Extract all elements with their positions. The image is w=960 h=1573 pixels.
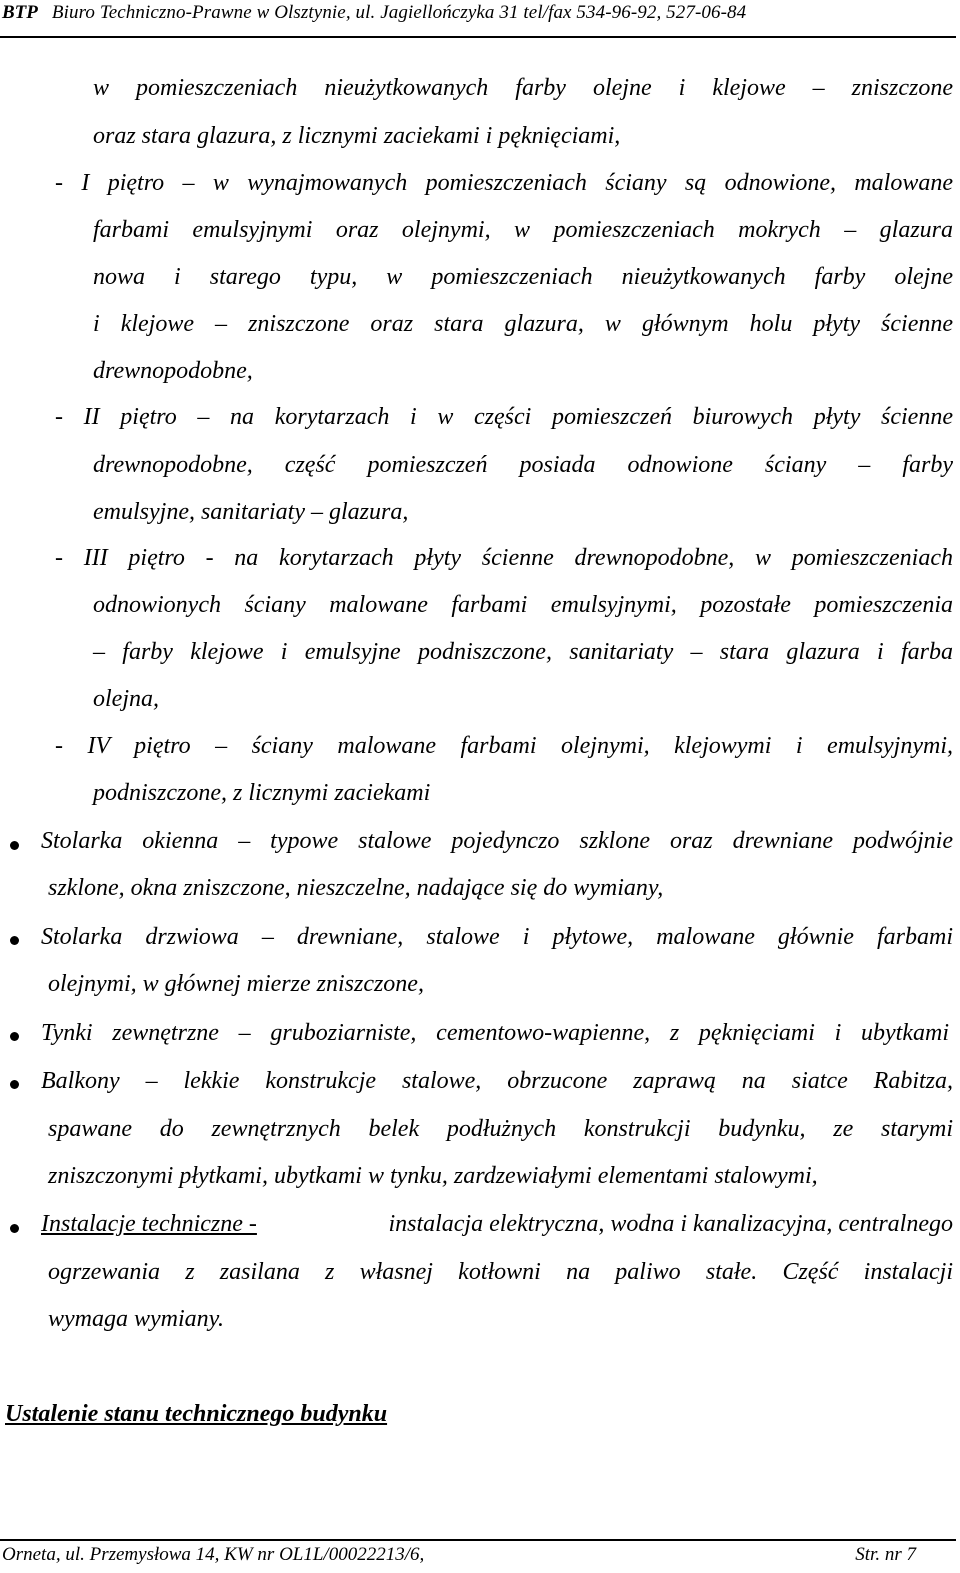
text-line: - IV piętro – ściany malowane farbami olejnymi, klejowymi i emulsyjnymi, (55, 733, 953, 759)
bullet-line: ogrzewania z zasilana z własnej kotłowni na paliwo stałe. Część instalacji (48, 1259, 953, 1285)
bullet-line: szklone, okna zniszczone, nieszczelne, nadające się do wymiany, (48, 875, 664, 901)
bullet-line: Stolarka drzwiowa – drewniane, stalowe i płytowe, malowane głównie farbami (41, 924, 953, 950)
bullet-dot (10, 841, 19, 850)
text-line: oraz stara glazura, z licznymi zaciekami i pęknięciami, (93, 123, 621, 149)
bullet-dot (10, 1080, 19, 1089)
text-line: i klejowe – zniszczone oraz stara glazura, w głównym holu płyty ścienne (93, 311, 953, 337)
section-title: Ustalenie stanu technicznego budynku (5, 1401, 388, 1427)
bullet-dot (10, 1032, 19, 1041)
bullet-line: Stolarka okienna – typowe stalowe pojedynczo szklone oraz drewniane podwójnie (41, 828, 953, 854)
bullet-line: Tynki zewnętrzne – gruboziarniste, cementowo-wapienne, z pęknięciami i ubytkami (41, 1020, 949, 1046)
header-info: Biuro Techniczno-Prawne w Olsztynie, ul. Jagiellończyka 31 tel/fax 534-96-92, 527-06-84 (51, 2, 747, 23)
text-line: farbami emulsyjnymi oraz olejnymi, w pomieszczeniach mokrych – glazura (93, 217, 953, 243)
text-line: emulsyjne, sanitariaty – glazura, (93, 499, 409, 525)
text-line: - I piętro – w wynajmowanych pomieszczeniach ściany są odnowione, malowane (55, 170, 953, 196)
text-line: - III piętro - na korytarzach płyty ścienne drewnopodobne, w pomieszczeniach (55, 545, 953, 571)
text-line: w pomieszczeniach nieużytkowanych farby olejne i klejowe – zniszczone (93, 75, 953, 101)
text-line: podniszczone, z licznymi zaciekami (93, 780, 431, 806)
instalacje-label: Instalacje techniczne - (41, 1211, 257, 1237)
bullet-dot (10, 936, 19, 945)
page-header (0, 0, 956, 38)
text-line: odnowionych ściany malowane farbami emulsyjnymi, pozostałe pomieszczenia (93, 592, 953, 618)
text-line: – farby klejowe i emulsyjne podniszczone, sanitariaty – stara glazura i farba (93, 639, 953, 665)
header-brand: BTP (2, 2, 38, 23)
bullet-line: wymaga wymiany. (48, 1306, 224, 1332)
bullet-line: spawane do zewnętrznych belek podłużnych konstrukcji budynku, ze starymi (48, 1116, 953, 1142)
text-line: - II piętro – na korytarzach i w części pomieszczeń biurowych płyty ścienne (55, 404, 953, 430)
bullet-line: zniszczonymi płytkami, ubytkami w tynku, zardzewiałymi elementami stalowymi, (48, 1163, 818, 1189)
footer-address: Orneta, ul. Przemysłowa 14, KW nr OL1L/00022213/6, (2, 1544, 425, 1565)
bullet-line: Balkony – lekkie konstrukcje stalowe, obrzucone zaprawą na siatce Rabitza, (41, 1068, 953, 1094)
page-footer (0, 1539, 956, 1571)
bullet-line: olejnymi, w głównej mierze zniszczone, (48, 971, 424, 997)
text-line: drewnopodobne, część pomieszczeń posiada odnowione ściany – farby (93, 452, 953, 478)
page-number: Str. nr 7 (855, 1544, 916, 1565)
bullet-line (41, 1210, 953, 1238)
text-line: drewnopodobne, (93, 358, 253, 384)
text-line: nowa i starego typu, w pomieszczeniach nieużytkowanych farby olejne (93, 264, 953, 290)
text-line: olejna, (93, 686, 159, 712)
bullet-dot (10, 1224, 19, 1233)
instalacje-rest: instalacja elektryczna, wodna i kanalizacyjna, centralnego (388, 1211, 953, 1237)
